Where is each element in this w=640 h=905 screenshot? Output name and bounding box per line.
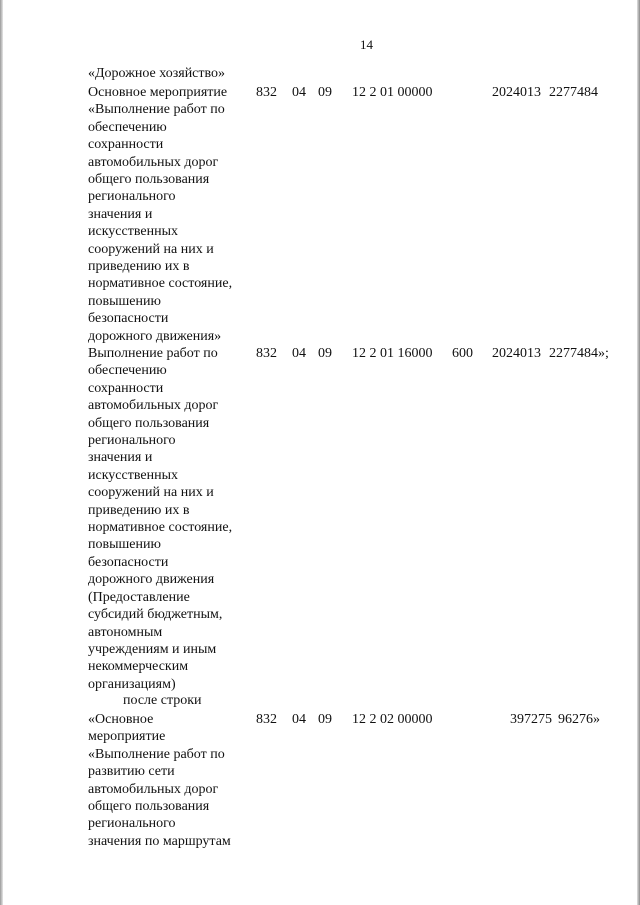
scan-edge-left: [0, 0, 3, 905]
code-vr: 600: [452, 346, 473, 361]
code-pr: 09: [318, 85, 332, 100]
code-rz: 04: [292, 346, 306, 361]
amount-year-2: 2277484»;: [549, 346, 609, 361]
row-description: Основное мероприятие «Выполнение работ по обеспечению сохранности автомобильных дорог общего пользования регионального значения и искусственных сооружений на них и приведению их в нормативное состояние, повышению безопасности дорожного движения»: [88, 85, 233, 344]
amount-year-1: 2024013: [492, 346, 541, 361]
amount-year-2: 2277484: [549, 85, 598, 100]
code-ved: 832: [256, 712, 277, 727]
amount-year-1: 2024013: [492, 85, 541, 100]
row-description: Выполнение работ по обеспечению сохранности автомобильных дорог общего пользования регионального значения и искусственных сооружений на них и приведению их в нормативное состояние, повышению безопасности дорожного движения (Предоставление субсидий бюджетным, автономным учреждениям и иным некоммерческим организациям): [88, 346, 233, 692]
code-cs: 12 2 01 00000: [352, 85, 433, 100]
code-pr: 09: [318, 712, 332, 727]
section-title: «Дорожное хозяйство»: [88, 66, 226, 81]
code-cs: 12 2 02 00000: [352, 712, 433, 727]
code-cs: 12 2 01 16000: [352, 346, 433, 361]
after-line-note: после строки: [123, 693, 202, 708]
code-pr: 09: [318, 346, 332, 361]
page-number: 14: [360, 37, 373, 52]
code-rz: 04: [292, 712, 306, 727]
code-ved: 832: [256, 85, 277, 100]
code-rz: 04: [292, 85, 306, 100]
amount-year-2: 96276»: [558, 712, 600, 727]
row-description: «Основное мероприятие «Выполнение работ по развитию сети автомобильных дорог общего пользования регионального значения по маршрутам: [88, 712, 231, 849]
amount-year-1: 397275: [510, 712, 552, 727]
code-ved: 832: [256, 346, 277, 361]
